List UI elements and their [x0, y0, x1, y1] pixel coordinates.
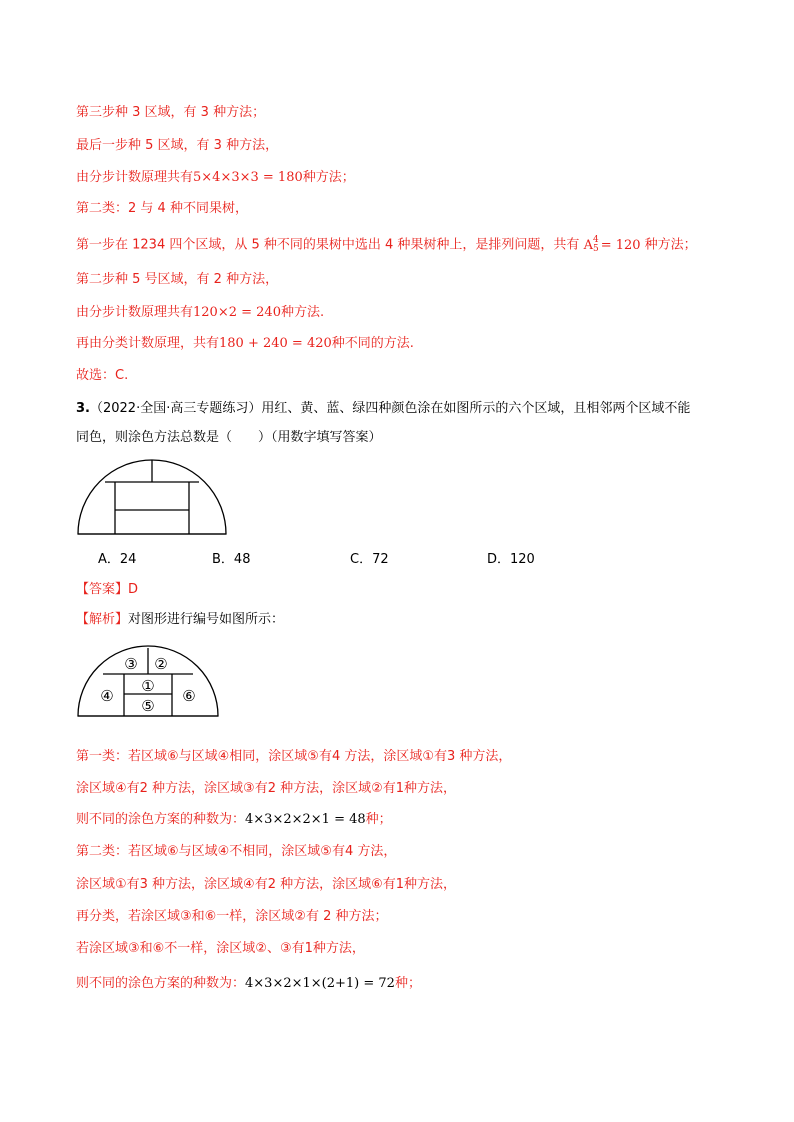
region-label-1: ① [141, 677, 155, 695]
math-subscript: 5 [592, 244, 599, 254]
text-line [76, 169, 355, 187]
option-letter: B． [212, 552, 234, 567]
region-label-6: ⑥ [182, 687, 196, 705]
question-line: 同色，则涂色方法总数是（ ）（用数字填写答案） [76, 430, 382, 445]
math-expression: 120×2 = 240 [193, 305, 281, 320]
text-segment: 由分步计数原理共有 [76, 305, 194, 320]
text-segment: 第一步在 1234 四个区域，从 5 种不同的果树中选出 4 种果树种上，是排列问题，共有 [76, 237, 580, 253]
option-letter: A． [98, 552, 120, 567]
text-segment: 再由分类计数原理，共有 [76, 336, 220, 351]
option-letter: C． [350, 552, 373, 567]
text-segment: 种； [365, 812, 392, 827]
analysis-label: 【解析】 [76, 612, 129, 627]
text-segment: 由分步计数原理共有 [76, 170, 194, 185]
region-label-2: ② [154, 655, 168, 673]
solution-line: 再分类，若涂区域③和⑥一样，涂区域②有 2 种方法； [76, 909, 388, 924]
question-number: 3. [76, 401, 90, 416]
text-line [76, 236, 697, 255]
solution-line: 第二类：若区域⑥与区域④不相同，涂区域⑤有4 方法， [76, 844, 397, 859]
solution-line [76, 975, 421, 993]
text-segment: 则不同的涂色方案的种数为： [76, 812, 246, 827]
question-text: （2022·全国·高三专题练习）用红、黄、蓝、绿四种颜色涂在如图所示的六个区域，且相邻两个区域不能 [89, 401, 691, 416]
math-expression: 180 + 240 = 420 [219, 336, 332, 351]
math-symbol: A [583, 237, 593, 253]
answer-label: 【答案】 [76, 582, 129, 597]
text-segment: 种； [394, 976, 421, 991]
analysis-line [76, 611, 284, 629]
text-segment: 种不同的方法. [331, 336, 414, 351]
answer-value: D [128, 582, 139, 597]
option-a[interactable] [98, 548, 136, 567]
solution-line: 涂区域④有2 种方法，涂区域③有2 种方法，涂区域②有1种方法， [76, 781, 457, 796]
text-segment: 种方法. [280, 305, 325, 320]
math-symbol: = 120 [600, 237, 641, 253]
math-expression: 5×4×3×3 = 180 [193, 170, 303, 185]
solution-line [76, 811, 392, 829]
solution-line: 第一类：若区域⑥与区域④相同，涂区域⑤有4 方法，涂区域①有3 种方法， [76, 749, 512, 764]
math-expression [583, 235, 645, 254]
analysis-text: 对图形进行编号如图所示： [128, 612, 285, 627]
math-superscript: 4 [592, 235, 599, 245]
text-segment: 则不同的涂色方案的种数为： [76, 976, 246, 991]
solution-line: 涂区域①有3 种方法，涂区域④有2 种方法，涂区域⑥有1种方法， [76, 877, 457, 892]
option-letter: D． [487, 552, 511, 567]
text-segment: 种方法； [302, 170, 355, 185]
option-value: 120 [510, 552, 535, 567]
text-segment: 种方法； [644, 237, 697, 253]
region-label-3: ③ [124, 655, 138, 673]
text-line: 故选：C. [76, 368, 129, 383]
math-expression: 4×3×2×2×1 = 48 [245, 812, 366, 827]
option-value: 72 [372, 552, 389, 567]
region-label-4: ④ [100, 687, 114, 705]
option-value: 48 [233, 552, 251, 567]
semicircle-diagram [76, 458, 228, 536]
option-value: 24 [119, 552, 137, 567]
math-expression: 4×3×2×1×(2+1) = 72 [245, 976, 395, 991]
option-c[interactable] [350, 548, 389, 567]
text-line: 第二类：2 与 4 种不同果树， [76, 201, 248, 216]
option-b[interactable] [212, 548, 250, 567]
answer-line [76, 581, 138, 599]
question-line [76, 400, 690, 418]
labeled-semicircle-diagram [76, 638, 220, 718]
solution-line: 若涂区域③和⑥不一样，涂区域②、③有1种方法， [76, 941, 365, 956]
text-line: 最后一步种 5 区域，有 3 种方法， [76, 138, 279, 153]
text-line [76, 335, 414, 353]
text-line: 第二步种 5 号区域，有 2 种方法， [76, 272, 279, 287]
region-label-5: ⑤ [141, 697, 155, 715]
text-line: 第三步种 3 区域，有 3 种方法； [76, 105, 266, 120]
option-d[interactable] [487, 548, 535, 567]
text-line [76, 304, 324, 322]
